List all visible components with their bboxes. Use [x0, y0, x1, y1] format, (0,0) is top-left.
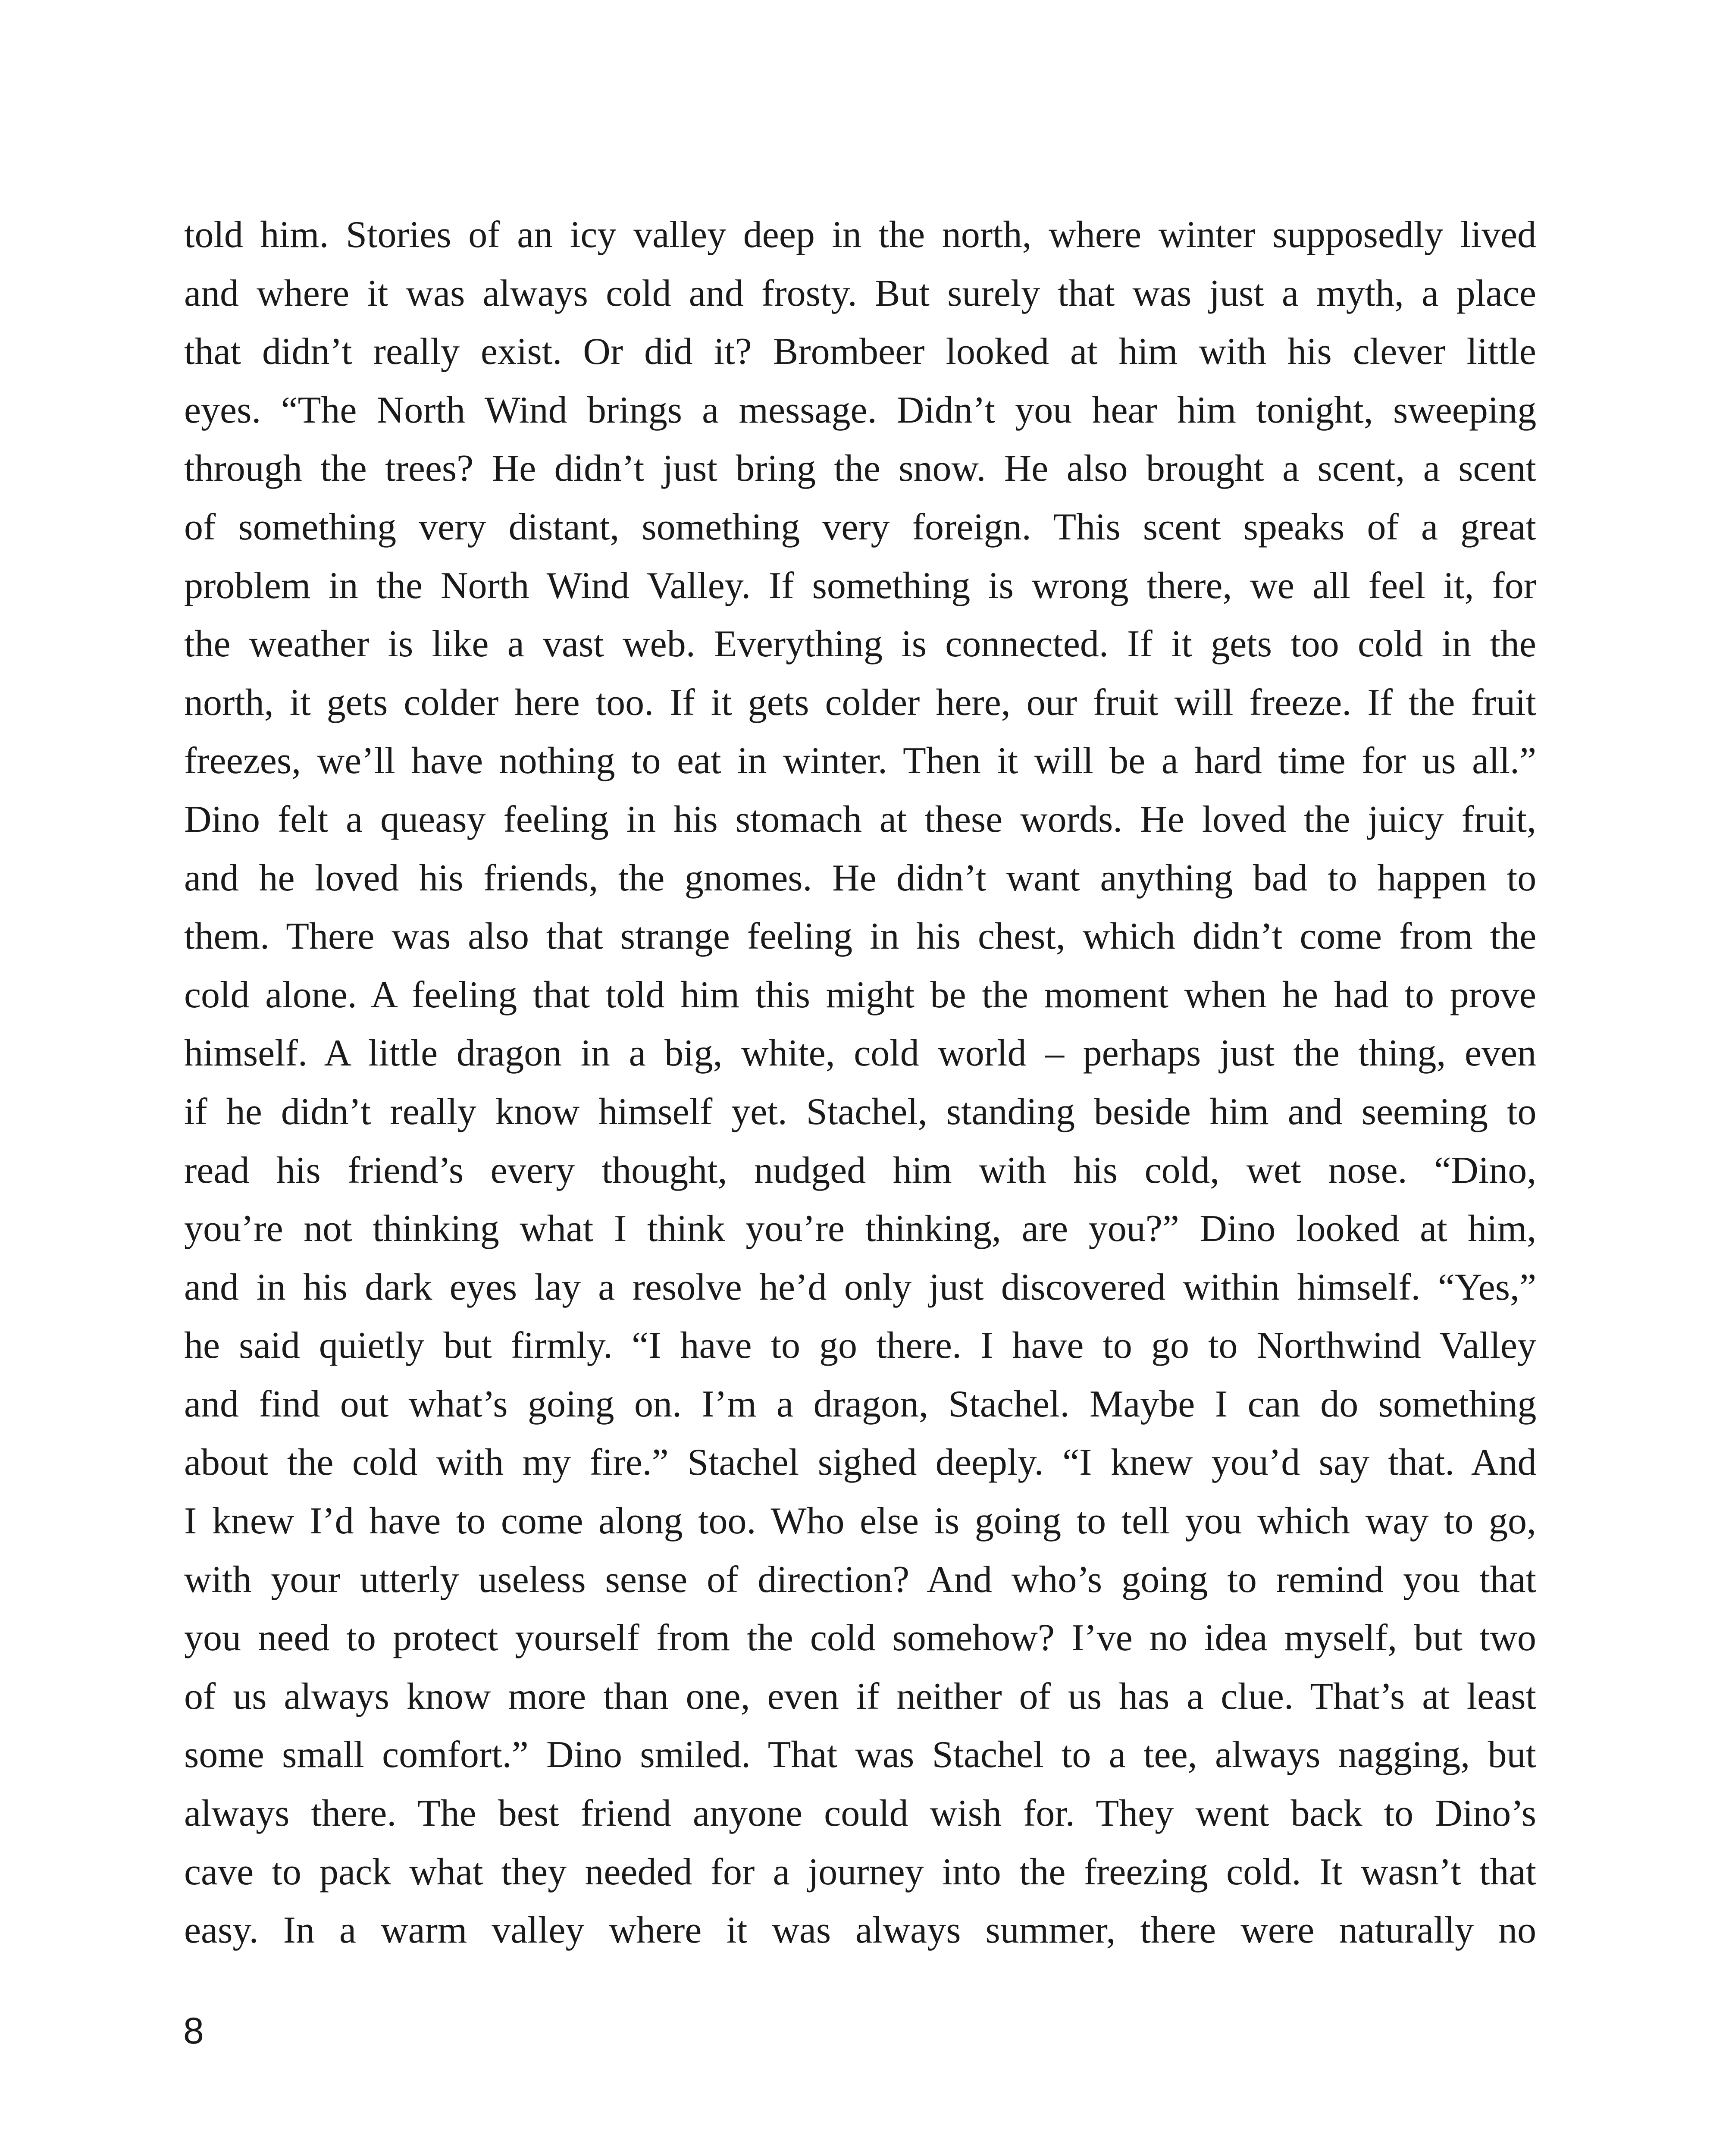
text-line: problem in the North Wind Valley. If something is wrong there, we all feel it, for: [184, 564, 1537, 607]
text-line: and he loved his friends, the gnomes. He didn’t want anything bad to happen to: [184, 857, 1537, 899]
text-line: cold alone. A feeling that told him this might be the moment when he had to prove: [184, 974, 1536, 1016]
text-line: and in his dark eyes lay a resolve he’d only just discovered within himself. “Yes,”: [184, 1266, 1536, 1308]
text-line: about the cold with my fire.” Stachel sighed deeply. “I knew you’d say that. And: [184, 1442, 1537, 1484]
page-number: 8: [183, 2010, 204, 2052]
text-line: cave to pack what they needed for a journey into the freezing cold. It wasn’t that: [184, 1851, 1536, 1893]
text-line: eyes. “The North Wind brings a message. Didn’t you hear him tonight, sweeping: [184, 389, 1537, 431]
text-line: some small comfort.” Dino smiled. That was Stachel to a tee, always nagging, but: [184, 1734, 1536, 1776]
text-line: Dino felt a queasy feeling in his stomach at these words. He loved the juicy fruit,: [184, 798, 1536, 840]
text-line: easy. In a warm valley where it was always summer, there were naturally no: [184, 1909, 1537, 1952]
text-line: freezes, we’ll have nothing to eat in winter. Then it will be a hard time for us all.”: [184, 740, 1537, 782]
text-line: the weather is like a vast web. Everything is connected. If it gets too cold in the: [184, 623, 1536, 665]
text-line: north, it gets colder here too. If it gets colder here, our fruit will freeze. If the fruit: [184, 681, 1536, 724]
text-line: that didn’t really exist. Or did it? Brombeer looked at him with his clever little: [184, 331, 1536, 373]
text-line: told him. Stories of an icy valley deep in the north, where winter supposedly lived: [184, 214, 1536, 256]
text-line: of us always know more than one, even if neither of us has a clue. That’s at least: [184, 1675, 1536, 1717]
text-line: read his friend’s every thought, nudged him with his cold, wet nose. “Dino,: [184, 1149, 1537, 1191]
text-line: and find out what’s going on. I’m a dragon, Stachel. Maybe I can do something: [184, 1383, 1537, 1425]
text-line: of something very distant, something very foreign. This scent speaks of a great: [184, 506, 1536, 548]
text-line: he said quietly but firmly. “I have to go there. I have to go to Northwind Valley: [184, 1325, 1536, 1367]
text-line: always there. The best friend anyone could wish for. They went back to Dino’s: [184, 1792, 1536, 1835]
text-line: himself. A little dragon in a big, white, cold world – perhaps just the thing, even: [184, 1032, 1537, 1075]
body-text: [184, 206, 1536, 1960]
text-line: through the trees? He didn’t just bring the snow. He also brought a scent, a scent: [184, 448, 1537, 490]
text-line: if he didn’t really know himself yet. Stachel, standing beside him and seeming to: [184, 1091, 1537, 1133]
text-line: you need to protect yourself from the cold somehow? I’ve no idea myself, but two: [184, 1617, 1536, 1659]
text-line: them. There was also that strange feeling in his chest, which didn’t come from the: [184, 915, 1537, 958]
text-line: I knew I’d have to come along too. Who else is going to tell you which way to go,: [184, 1500, 1537, 1542]
text-line: and where it was always cold and frosty. But surely that was just a myth, a place: [184, 272, 1537, 314]
text-line: with your utterly useless sense of direction? And who’s going to remind you that: [184, 1558, 1536, 1601]
text-line: you’re not thinking what I think you’re thinking, are you?” Dino looked at him,: [184, 1208, 1537, 1250]
